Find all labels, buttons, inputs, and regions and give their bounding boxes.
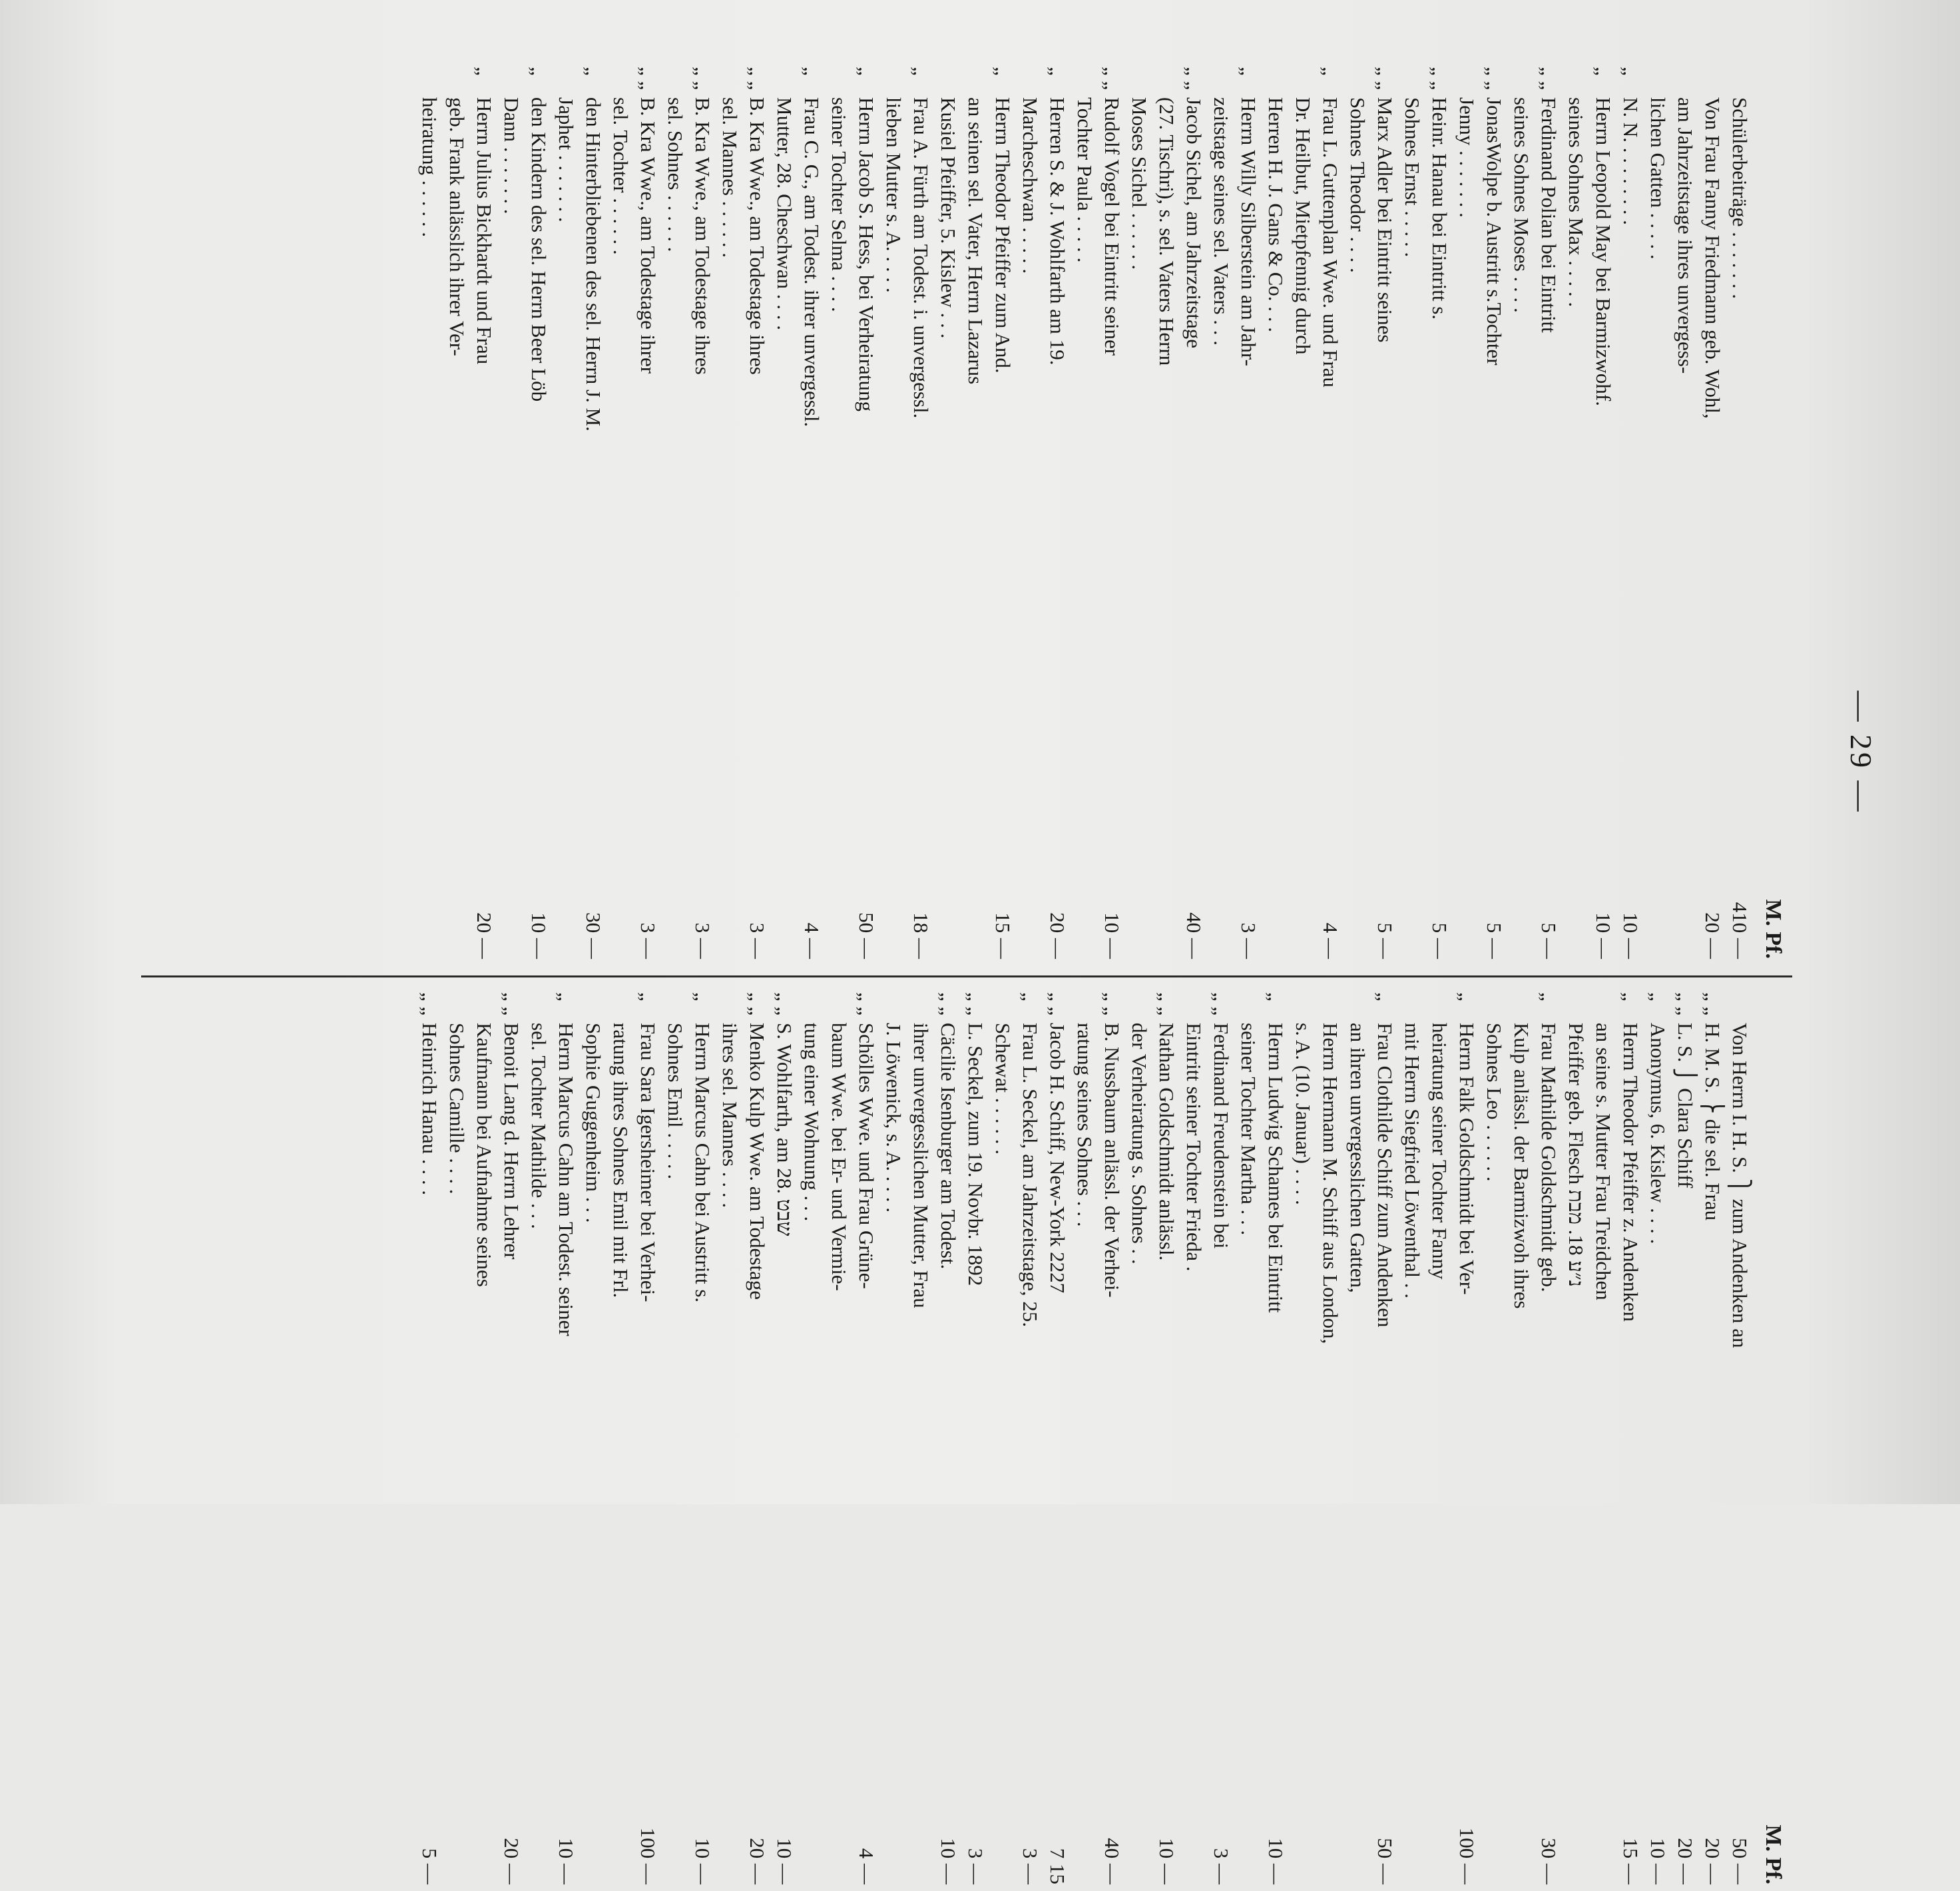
donor-text: Frau Clothilde Schiff zum Andenken an ihren unvergesslichen Gatten, Herrn Hermann M. Schiff aus London, s. A. (10. Januar) . . . . (1292, 1023, 1397, 1344)
amount: 30 — (582, 912, 605, 959)
amount: 15 — (991, 912, 1015, 959)
amount: 3 — (746, 922, 769, 959)
ditto-mark: „ (582, 67, 605, 76)
ditto-mark: „ „ (1537, 67, 1561, 91)
donor-text: Benoit Lang d. Herrn Lehrer Kaufmann bei Aufnahme seines Sohnes Camille . . . . (445, 1023, 523, 1287)
amount: 20 — (1701, 1838, 1724, 1884)
ditto-mark: „ „ (1428, 67, 1451, 91)
donation-entry (716, 67, 771, 965)
donation-entry (1699, 992, 1726, 1891)
donor-text: L. Seckel, zum 19. Novbr. 1892 (964, 1023, 987, 1286)
ditto-mark: „ „ (418, 992, 441, 1016)
ditto-mark: „ „ (773, 992, 796, 1016)
donor-text: Frau Sara Igersheimer bei Verhei- ratung ihres Sohnes Emil mit Frl. Sophie Guggenheim . . . (582, 1023, 660, 1302)
amount: 3 — (636, 922, 660, 959)
ditto-mark: „ „ (1373, 67, 1397, 91)
donor-text: Heinr. Hanau bei Eintritt s. Sohnes Ernst . . . . . (1401, 97, 1451, 320)
donation-entry (826, 67, 880, 965)
amount: 3 — (691, 922, 714, 959)
ditto-mark: „ (1046, 67, 1069, 76)
donation-entry (1563, 67, 1617, 965)
donor-text: Frau C. G., am Todest. ihrer unvergessl. Mutter, 28. Cheschwan . . . . (773, 97, 824, 427)
ditto-mark: „ (1592, 67, 1615, 76)
amount: 50 — (1728, 1838, 1752, 1884)
donor-text: Herrn Ludwig Schames bei Eintritt seiner Tochter Martha . . . (1237, 1023, 1288, 1313)
unit-label: M. Pf. (1761, 899, 1786, 959)
donation-entry (662, 992, 716, 1891)
donation-entry (1399, 992, 1481, 1891)
donor-text: Frau L. Guttenplan Wwe. und Frau Dr. Heilbut, Mietpfennig durch Herren H. J. Gans & Co. . . . (1264, 97, 1342, 388)
donor-text: B. Nussbaum anlässl. der Verhei- ratung seines Sohnes . . . (1073, 1023, 1124, 1298)
donation-entry (553, 67, 607, 965)
donation-entry (1508, 67, 1563, 965)
donation-entry (1481, 992, 1563, 1891)
ditto-mark: „ „ (964, 992, 987, 1016)
amount: 5 — (1483, 922, 1506, 959)
donor-text: den Kindern des sel. Herrn Beer Löb Dann . . . . . . . (500, 97, 551, 402)
amount: 5 — (1428, 922, 1451, 959)
amount: 40 — (1101, 1838, 1124, 1884)
amount: 10 — (1264, 1838, 1288, 1884)
donor-text: Herrn Theodor Pfeiffer z. Andenken an seine s. Mutter Frau Treidchen Pfeiffer geb. Flesch נ״ע 18. מבת (1565, 1023, 1642, 1322)
donation-entry (1344, 67, 1399, 965)
amount: 10 — (691, 1838, 714, 1884)
ditto-mark: „ „ (500, 992, 523, 1016)
donor-text: Jacob Sichel, am Jahrzeitstage (27. Tischri), s. sel. Vaters Herrn Moses Sichel . . . . . . (1128, 97, 1206, 366)
donor-text: L. S. ⎭ Clara Schiff (1674, 1023, 1697, 1189)
ditto-mark: „ (800, 67, 824, 76)
ditto-mark: „ „ (1101, 67, 1124, 91)
donor-text: Herrn Jacob S. Hess, bei Verheiratung seiner Tochter Selma . . . . (828, 97, 878, 412)
donation-entry (1262, 67, 1344, 965)
donor-text: Herrn Theodor Pfeiffer zum And. an seinen sel. Vater, Herrn Lazarus Kusiel Pfeiffer, 5. Kislew . . . (937, 97, 1015, 385)
donor-text: Ferdinand Freudenstein bei Eintritt seiner Tochter Frieda . (1182, 1023, 1233, 1272)
donation-entry (1672, 992, 1699, 1891)
amount: 3 — (1019, 1848, 1042, 1884)
amount: 5 — (1373, 922, 1397, 959)
donation-entry (525, 992, 580, 1891)
donor-text: Von Herrn I. H. S. ⎫ zum Andenken an (1728, 1023, 1752, 1348)
donor-text: Herrn Marcus Cahn am Todest. seiner sel. Tochter Mathilde . . . (527, 1023, 578, 1336)
donor-text: Schülerbeiträge . . . . . . . (1728, 97, 1752, 300)
amount: 7 15 (1046, 1848, 1069, 1884)
amount: 20 — (1046, 912, 1069, 959)
donor-text: Cäcilie Isenburger am Todest. ihrer unvergesslichen Mutter, Frau J. Löwenick, s. A. . . . . (882, 1023, 960, 1308)
donation-entry (1071, 992, 1126, 1891)
donation-entry (416, 992, 443, 1891)
donation-entry (1399, 67, 1453, 965)
donor-text: N. N. . . . . . . . . (1619, 97, 1642, 226)
donor-text: Menko Kulp Wwe. am Todestage ihres sel. Mannes . . . . (718, 1023, 769, 1300)
amount: 20 — (1674, 1838, 1697, 1884)
amount: 50 — (855, 912, 878, 959)
ditto-mark: „ „ (746, 992, 769, 1016)
donation-entry (1126, 992, 1180, 1891)
amount: 10 — (1619, 912, 1642, 959)
amount: 10 — (773, 1838, 796, 1884)
ditto-mark: „ (691, 992, 714, 1001)
amount: 10 — (555, 1838, 578, 1884)
donation-entry (607, 67, 662, 965)
donor-text: JonasWolpe b. Austritt s.Tochter Jenny . . . . . . . (1455, 97, 1506, 366)
page-number: — 29 — (1844, 690, 1878, 814)
ditto-mark: „ „ (1483, 67, 1506, 91)
ditto-mark: „ „ (1182, 67, 1206, 91)
ditto-mark: „ „ (1701, 992, 1724, 1016)
donor-text: Frau A. Fürth am Todest. i. unvergessl. lieben Mutter s. A. . . . . (882, 97, 933, 419)
ditto-mark: „ (1455, 992, 1479, 1001)
ditto-mark: „ „ (1046, 992, 1069, 1016)
donation-entry (935, 67, 1017, 965)
donor-text: Frau Mathilde Goldschmidt geb. Kulp anlässl. der Barmizwoh ihres Sohnes Leo . . . . . . (1483, 1023, 1561, 1309)
amount: 50 — (1373, 1838, 1397, 1884)
donation-entry (1044, 992, 1071, 1891)
amount: 3 — (1210, 1848, 1233, 1884)
donor-text: B. Kra Wwe., am Todestage ihres sel. Sohnes . . . . . . (664, 97, 714, 375)
amount: 10 — (1592, 912, 1615, 959)
donation-entry (580, 992, 662, 1891)
donation-entry (771, 67, 826, 965)
donor-text: Herrn Falk Goldschmidt bei Ver- heiratung seiner Tochter Fanny mit Herrn Siegfried Löwenthal . . (1401, 1023, 1479, 1299)
ditto-mark: „ (1373, 992, 1397, 1001)
amount: 10 — (1646, 1838, 1670, 1884)
donation-entry (1453, 67, 1508, 965)
ditto-mark: „ (527, 67, 551, 76)
ditto-mark: „ (909, 67, 933, 76)
donation-entry (1290, 992, 1399, 1891)
ditto-mark: „ „ (1101, 992, 1124, 1016)
donation-entry (443, 992, 525, 1891)
donation-entry (798, 992, 880, 1891)
ditto-mark: „ (855, 67, 878, 76)
donation-entry (1017, 67, 1071, 965)
ditto-mark: „ (473, 67, 496, 76)
donor-text: Herrn Willy Silberstein am Jahr- zeitstage seines sel. Vaters . . . (1210, 97, 1260, 366)
donation-entry (962, 992, 989, 1891)
amount: 10 — (937, 1838, 960, 1884)
ditto-mark: „ „ (1210, 992, 1233, 1016)
donor-text: S. Wohlfarth, am 28. שבט (773, 1023, 796, 1236)
amount: 100 — (636, 1827, 660, 1884)
donor-text: Ferdinand Polian bei Eintritt seines Sohnes Moses . . . . (1510, 97, 1561, 333)
donation-entry (1644, 67, 1726, 965)
donation-entry (1071, 67, 1126, 965)
amount: 40 — (1182, 912, 1206, 959)
amount: 4 — (1319, 922, 1342, 959)
amount: 5 — (418, 1848, 441, 1884)
ditto-mark: „ (636, 992, 660, 1001)
donor-text: Jacob H. Schiff, New-York 2227 (1046, 1023, 1069, 1294)
ditto-mark: „ (1619, 992, 1642, 1001)
ditto-mark: „ „ (1155, 992, 1178, 1016)
amount: 20 — (473, 912, 496, 959)
donor-text: Herrn Julius Bickhardt und Frau geb. Frank anlässlich ihrer Ver- heiratung . . . . . . (418, 97, 496, 365)
ditto-mark: „ (1619, 67, 1642, 76)
amount: 10 — (1101, 912, 1124, 959)
amount: 18 — (909, 912, 933, 959)
donor-text: Marx Adler bei Eintritt seines Sohnes Theodor . . . . (1346, 97, 1397, 343)
donation-entry (1180, 992, 1235, 1891)
donation-entry (989, 992, 1044, 1891)
amount: 3 — (1237, 922, 1260, 959)
amount: 100 — (1455, 1827, 1479, 1884)
donor-text: Herren S. & J. Wohlfarth am 19. Marcheschwan . . . . . (1019, 97, 1069, 366)
donation-entry (1726, 67, 1754, 965)
donation-entry (1563, 992, 1644, 1891)
ditto-mark: „ „ (855, 992, 878, 1016)
donor-text: Heinrich Hanau . . . . (418, 1023, 441, 1196)
ditto-mark: „ „ (1674, 992, 1697, 1016)
ditto-mark: „ (555, 992, 578, 1001)
right-column (416, 992, 1786, 1891)
donation-entry (1235, 992, 1290, 1891)
amount: 4 — (800, 922, 824, 959)
donation-entry (1208, 67, 1262, 965)
column-divider (141, 975, 1792, 977)
donor-text: B. Kra Wwe., am Todestage ihrer sel. Tochter . . . . . . (609, 97, 660, 374)
donor-text: Anonymus, 6. Kislew . . . . (1646, 1023, 1670, 1244)
donor-text: B. Kra Wwe., am Todestage ihres sel. Mannes . . . . . . (718, 97, 769, 375)
amount: 30 — (1537, 1838, 1561, 1884)
donation-entry (1126, 67, 1208, 965)
unit-label-right: M. Pf. (1761, 1824, 1786, 1884)
right-entries (416, 992, 1754, 1891)
amount: 4 — (855, 1848, 878, 1884)
donation-entry (1726, 992, 1754, 1891)
ditto-mark: „ (991, 67, 1015, 76)
donation-entry (880, 992, 962, 1891)
left-column (416, 67, 1786, 965)
left-entries (416, 67, 1754, 965)
donor-text: Schölles Wwe. und Frau Grüne- baum Wwe. bei Er- und Vermie- tung einer Wohnung . . . (800, 1023, 878, 1291)
ditto-mark: „ „ (937, 992, 960, 1016)
donation-entry (1617, 67, 1644, 965)
donation-entry (771, 992, 798, 1891)
donor-text: Nathan Goldschmidt anlässl. der Verheiratung s. Sohnes . . (1128, 1023, 1178, 1264)
ditto-mark: „ (1537, 992, 1561, 1001)
donor-text: Von Frau Fanny Friedmann geb. Wohl, am Jahrzeitstage ihres unvergess- lichen Gatten . . . . . (1646, 97, 1724, 419)
donation-entry (416, 67, 498, 965)
ditto-mark: „ „ (636, 67, 660, 91)
donor-text: Herrn Marcus Cahn bei Austritt s. Sohnes Emil . . . . . (664, 1023, 714, 1303)
donation-entry (880, 67, 935, 965)
donation-entry (498, 67, 553, 965)
ditto-mark: „ (1646, 992, 1670, 1001)
amount: 20 — (500, 1838, 523, 1884)
ditto-mark: „ (1237, 67, 1260, 76)
ditto-mark: „ (1319, 67, 1342, 76)
donor-text: Rudolf Vogel bei Eintritt seiner Tochter Paula . . . . . (1073, 97, 1124, 356)
amount: 20 — (1701, 912, 1724, 959)
donor-text: Frau L. Seckel, am Jahrzeitstage, 25. Schewat . . . . . . (991, 1023, 1042, 1328)
amount: 3 — (964, 1848, 987, 1884)
rotated-page (61, 27, 1899, 1884)
donation-entry (1644, 992, 1672, 1891)
donor-text: den Hinterbliebenen des sel. Herrn J. M. Japhet . . . . . . . (555, 97, 605, 431)
amount: 410 — (1728, 902, 1752, 959)
donor-text: H. M. S. ⎬ die sel. Frau (1701, 1023, 1724, 1221)
amount: 20 — (746, 1838, 769, 1884)
amount: 10 — (1155, 1838, 1178, 1884)
amount: 15 — (1619, 1838, 1642, 1884)
donation-entry (716, 992, 771, 1891)
ditto-mark: „ „ (746, 67, 769, 91)
donation-entry (662, 67, 716, 965)
ditto-mark: „ (1264, 992, 1288, 1001)
ditto-mark: „ (1019, 992, 1042, 1001)
amount: 10 — (527, 912, 551, 959)
ditto-mark: „ „ (691, 67, 714, 91)
donor-text: Herrn Leopold May bei Barmizwohf. seines Sohnes Max . . . . . (1565, 97, 1615, 407)
amount: 5 — (1537, 922, 1561, 959)
